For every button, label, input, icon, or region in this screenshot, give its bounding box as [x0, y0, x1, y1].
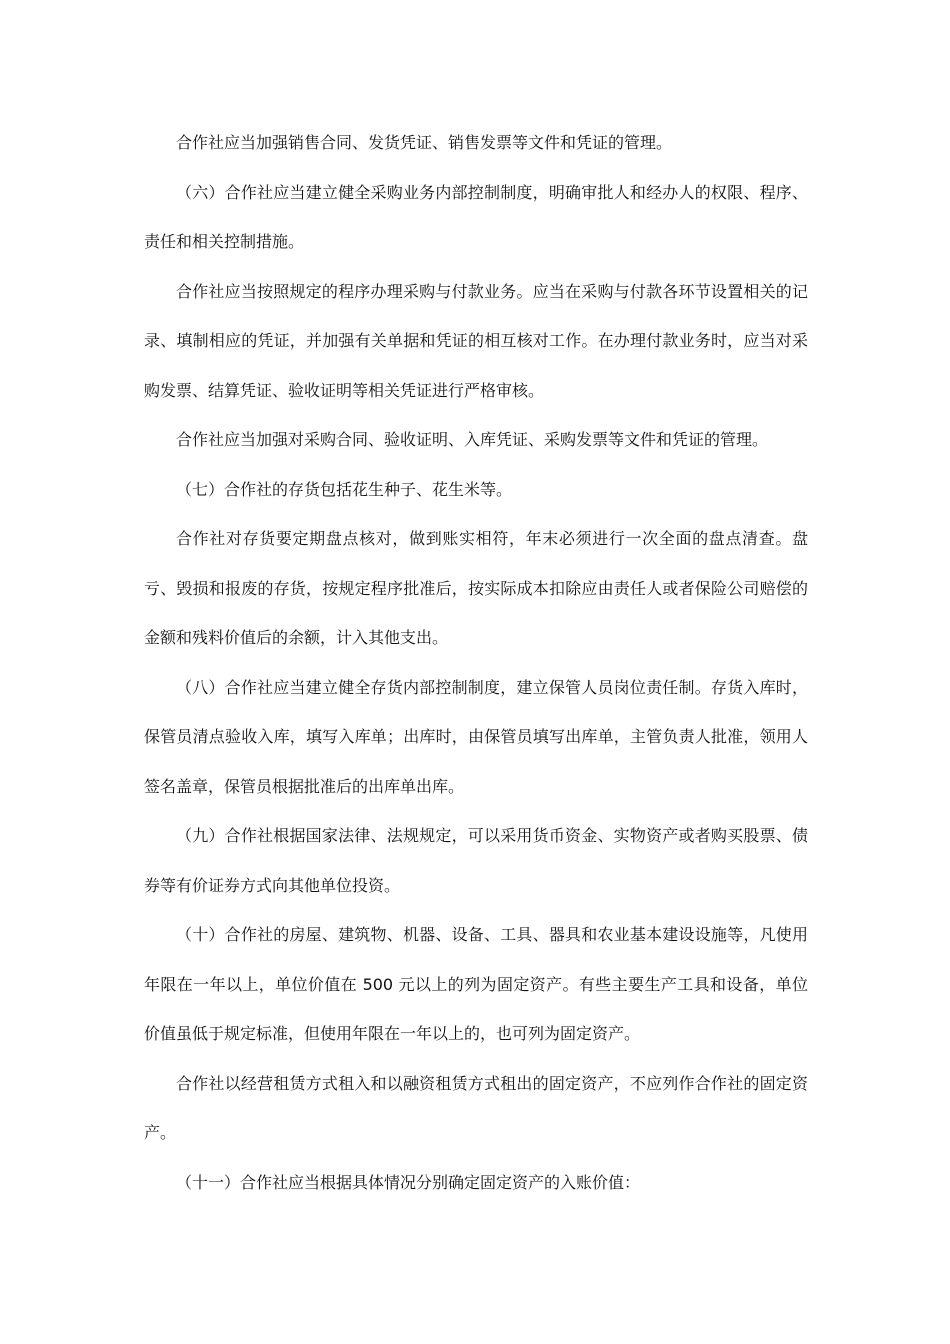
paragraph: 合作社应当加强销售合同、发货凭证、销售发票等文件和凭证的管理。 — [176, 133, 673, 152]
document-body — [144, 118, 808, 1207]
paragraph: （八）合作社应当建立健全存货内部控制制度，建立保管人员岗位责任制。存货入库时，保管员清点验收入库，填写入库单；出库时，由保管员填写出库单，主管负责人批准，领用人签名盖章，保管员根据批准后的出库单出库。 — [144, 677, 808, 796]
paragraph: （十）合作社的房屋、建筑物、机器、设备、工具、器具和农业基本建设设施等，凡使用年限在一年以上，单位价值在 500 元以上的列为固定资产。有些主要生产工具和设备，单位价值虽低于规定标准，但使用年限在一年以上的，也可列为固定资产。 — [144, 925, 808, 1043]
paragraph: （九）合作社根据国家法律、法规规定，可以采用货币资金、实物资产或者购买股票、债券等有价证券方式向其他单位投资。 — [144, 826, 808, 895]
paragraph: （十一）合作社应当根据具体情况分别确定固定资产的入账价值： — [176, 1172, 641, 1192]
paragraph: 合作社应当加强对采购合同、验收证明、入库凭证、采购发票等文件和凭证的管理。 — [176, 430, 769, 449]
paragraph: 合作社应当按照规定的程序办理采购与付款业务。应当在采购与付款各环节设置相关的记录、填制相应的凭证，并加强有关单据和凭证的相互核对工作。在办理付款业务时，应当对采购发票、结算凭证、验收证明等相关凭证进行严格审核。 — [144, 281, 808, 400]
paragraph: （六）合作社应当建立健全采购业务内部控制制度，明确审批人和经办人的权限、程序、责任和相关控制措施。 — [144, 182, 808, 251]
paragraph: 合作社对存货要定期盘点核对，做到账实相符，年末必须进行一次全面的盘点清查。盘亏、毁损和报废的存货，按规定程序批准后，按实际成本扣除应由责任人或者保险公司赔偿的金额和残料价值后的余额，计入其他支出。 — [144, 529, 808, 647]
paragraph: （七）合作社的存货包括花生种子、花生米等。 — [176, 479, 513, 499]
paragraph: 合作社以经营租赁方式租入和以融资租赁方式租出的固定资产，不应列作合作社的固定资产。 — [144, 1073, 808, 1142]
